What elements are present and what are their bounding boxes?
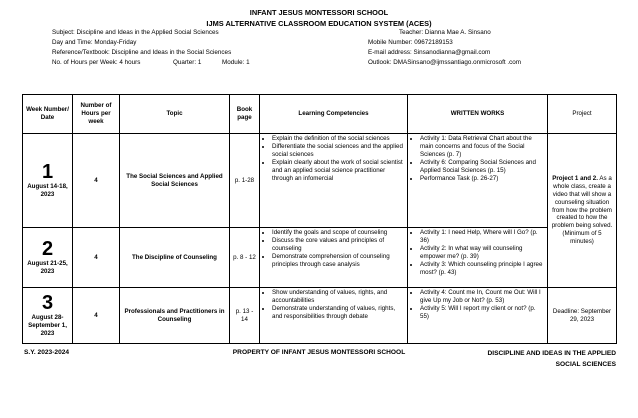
week-number: 1 [41,161,54,184]
school-name: INFANT JESUS MONTESSORI SCHOOL [249,8,389,17]
list-item: • Differentiate the social sciences and the applied social sciences [272,143,405,159]
list-item: • Activity 2: In what way will counseling empower me? (p. 39) [420,245,545,261]
list-item: • Discuss the core values and principles of counseling [272,237,405,253]
meta-outlook: Outlook: DMASinsano@ijmssantiago.onmicrosoft .com [368,59,522,66]
list-item: • Activity 4: Count me In, Count me Out: Will I give Up my Job or Not? (p. 53) [420,289,545,305]
written-works-cell [408,228,548,288]
header-topic: Topic [120,95,230,134]
meta-email: E-mail address: Sinsanodianna@gmail.com [368,49,491,56]
system-name: IJMS ALTERNATIVE CLASSROOM EDUCATION SYSTEM (ACES) [206,19,432,28]
meta-hours: No. of Hours per Week: 4 hours [52,59,141,66]
competencies-cell [260,228,408,288]
written-works-cell [408,134,548,228]
list-item: • Activity 1: Data Retrieval Chart about the main concerns and focus of the Social Sciences (p. 7) [420,135,545,159]
table-row [23,134,617,228]
page-cell: p. 8 - 12 [230,228,260,288]
hours-cell: 4 [73,228,120,288]
list-item: • Performance Task (p. 26-27) [420,175,545,183]
list-item: • Explain clearly about the work of social scientist and an applied social science practitioner through an infomercial [272,159,405,183]
week-number: 3 [41,292,54,315]
week-cell [23,288,73,344]
competencies-cell [260,288,408,344]
topic-cell: The Social Sciences and Applied Social Sciences [120,134,230,228]
header-competencies: Learning Competencies [260,95,408,134]
footer-school-year: S.Y. 2023-2024 [24,349,70,356]
written-works-cell [408,288,548,344]
header-project: Project [548,95,617,134]
header-week: Week Number/ Date [23,95,73,134]
deadline-cell: Deadline: September 29, 2023 [548,288,617,344]
list-item: • Activity 1: I need Help, Where will I Go? (p. 36) [420,229,545,245]
hours-cell: 4 [73,288,120,344]
project-title: Project 1 and 2. [552,174,598,182]
meta-day-time: Day and Time: Monday-Friday [52,39,137,46]
week-number: 2 [41,238,54,261]
meta-quarter: Quarter: 1 [173,59,202,66]
list-item: • Demonstrate understanding of values, rights, and responsibilities through debate [272,305,405,321]
list-item: • Activity 6: Comparing Social Sciences and Applied Social Sciences (p. 15) [420,159,545,175]
week-date: August 28-September 1, 2023 [28,314,67,337]
topic-cell: Professionals and Practitioners in Counseling [120,288,230,344]
topic-cell: The Discipline of Counseling [120,228,230,288]
header-page: Book page [230,95,260,134]
meta-subject: Subject: Discipline and Ideas in the Applied Social Sciences [52,29,219,36]
lesson-plan-table [22,94,617,344]
week-cell [23,228,73,288]
meta-teacher: Teacher: Dianna Mae A. Sinsano [399,29,491,36]
week-cell [23,134,73,228]
footer-subject: DISCIPLINE AND IDEAS IN THE APPLIED SOCIAL SCIENCES [487,350,616,368]
meta-reference: Reference/Textbook: Discipline and Ideas in the Social Sciences [52,49,232,56]
footer-property: PROPERTY OF INFANT JESUS MONTESSORI SCHOOL [232,349,406,356]
meta-mobile: Mobile Number: 09672189153 [368,39,453,46]
list-item: • Explain the definition of the social sciences [272,135,405,143]
project-description: As a whole class, create a video that will show a counseling situation from how the problem created to how the problem being solved. (Minimum of 5 minutes) [551,174,613,246]
list-item: • Activity 3: Which counseling principle I agree most? (p. 43) [420,261,545,277]
meta-module: Module: 1 [222,59,250,66]
table-header-row [23,95,617,134]
page-cell: p. 13 - 14 [230,288,260,344]
table-row [23,228,617,288]
list-item: • Identify the goals and scope of counseling [272,229,405,237]
list-item: • Activity 5: Will I report my client or not? (p. 55) [420,305,545,321]
table-row [23,288,617,344]
list-item: • Demonstrate comprehension of counseling principles through case analysis [272,253,405,269]
week-date: August 14-18, 2023 [27,183,68,198]
page-cell: p. 1-28 [230,134,260,228]
header-written-works: WRITTEN WORKS [408,95,548,134]
competencies-cell [260,134,408,228]
hours-cell: 4 [73,134,120,228]
list-item: • Show understanding of values, rights, and accountabilities [272,289,405,305]
week-date: August 21-25, 2023 [27,260,68,275]
project-cell [548,134,617,288]
header-hours: Number of Hours per week [73,95,120,134]
